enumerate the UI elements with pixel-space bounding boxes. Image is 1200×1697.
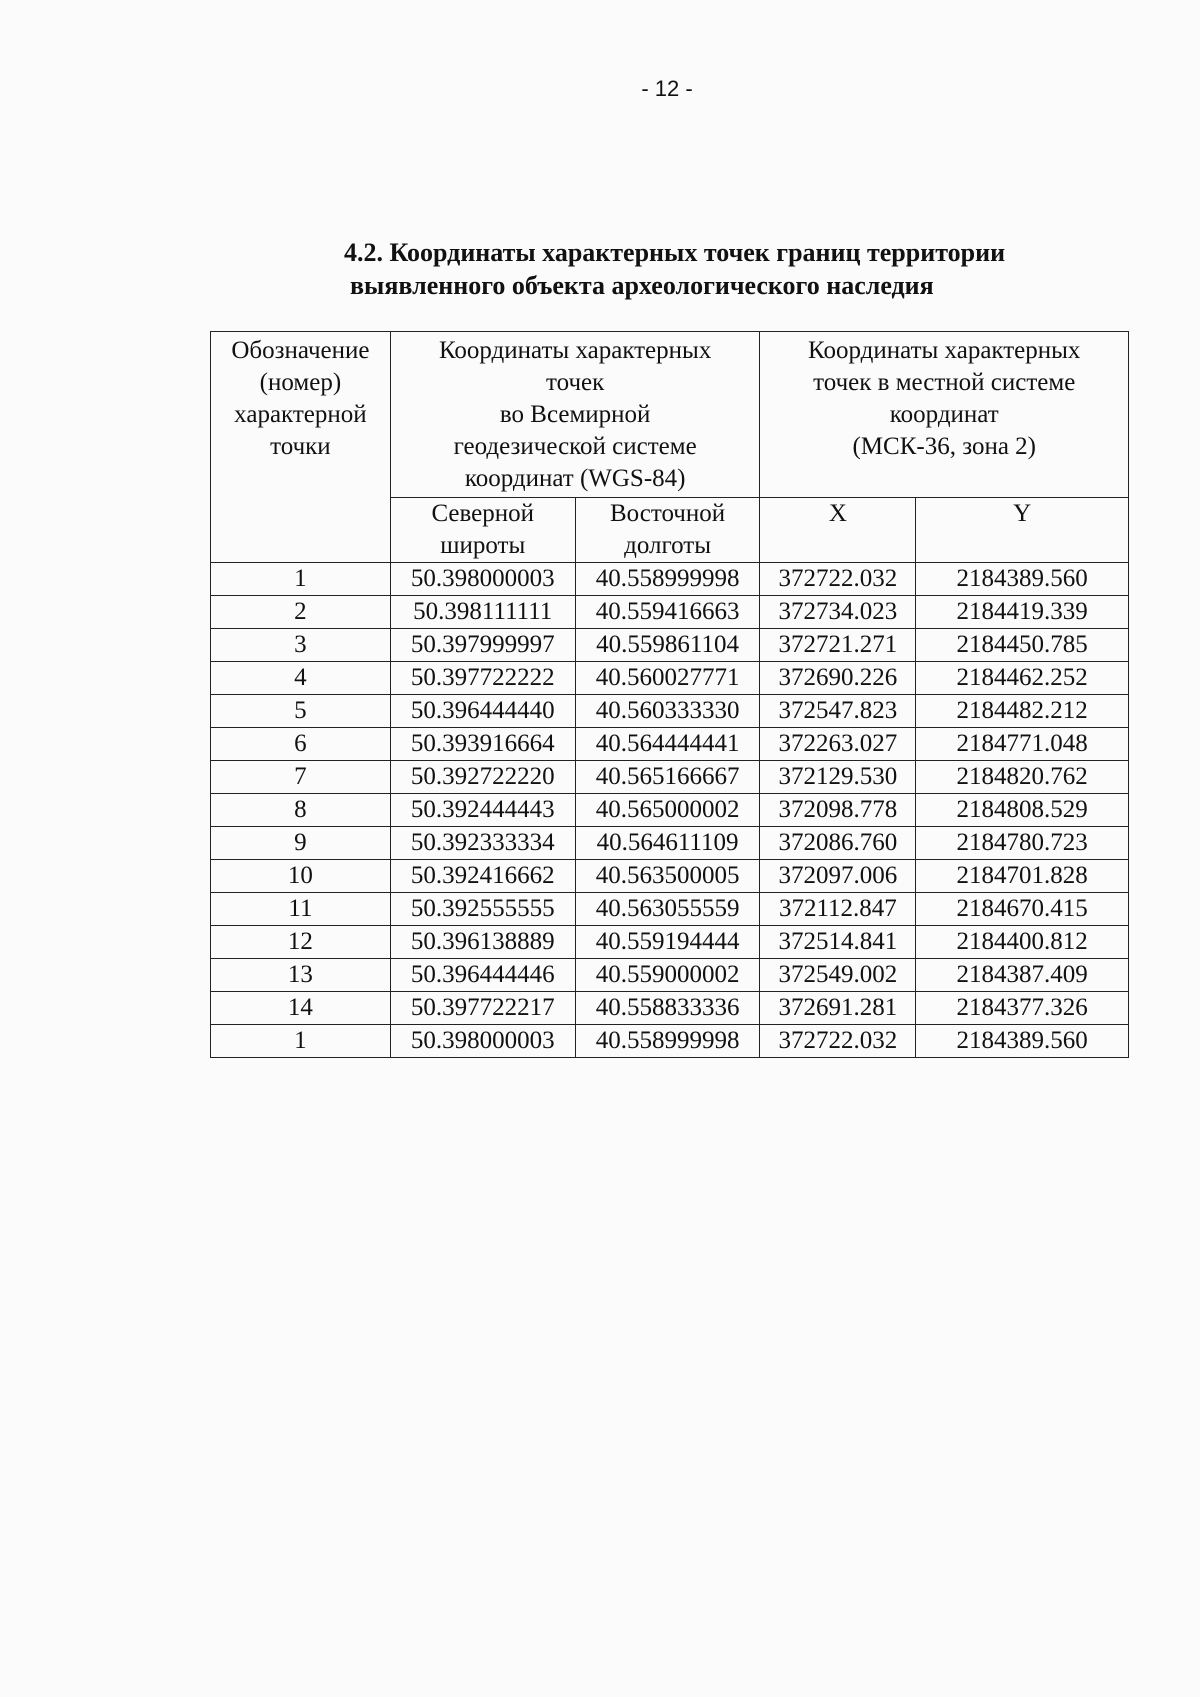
table-body — [211, 563, 1129, 1058]
header-designation: Обозначение (номер) характерной точки — [211, 332, 391, 563]
cell-y: 2184450.785 — [916, 629, 1129, 662]
coordinates-table — [210, 331, 1129, 1058]
cell-x: 372112.847 — [760, 893, 916, 926]
cell-east-longitude: 40.560027771 — [575, 662, 760, 695]
table-row — [211, 959, 1129, 992]
table-row — [211, 1025, 1129, 1058]
table-row — [211, 860, 1129, 893]
header-local-system: Координаты характерных точек в местной системе координат (МСК-36, зона 2) — [760, 332, 1129, 498]
cell-y: 2184400.812 — [916, 926, 1129, 959]
cell-x: 372721.271 — [760, 629, 916, 662]
cell-east-longitude: 40.558833336 — [575, 992, 760, 1025]
cell-point-number: 5 — [211, 695, 391, 728]
cell-north-latitude: 50.392555555 — [390, 893, 575, 926]
cell-y: 2184820.762 — [916, 761, 1129, 794]
section-heading — [344, 236, 1104, 302]
cell-x: 372690.226 — [760, 662, 916, 695]
cell-north-latitude: 50.398000003 — [390, 563, 575, 596]
cell-north-latitude: 50.396444440 — [390, 695, 575, 728]
table-row — [211, 662, 1129, 695]
cell-north-latitude: 50.396138889 — [390, 926, 575, 959]
cell-y: 2184462.252 — [916, 662, 1129, 695]
cell-east-longitude: 40.563055559 — [575, 893, 760, 926]
cell-north-latitude: 50.392416662 — [390, 860, 575, 893]
section-heading-line-2: выявленного объекта археологического наследия — [350, 271, 934, 300]
cell-east-longitude: 40.559194444 — [575, 926, 760, 959]
cell-x: 372514.841 — [760, 926, 916, 959]
table-row — [211, 728, 1129, 761]
cell-point-number: 4 — [211, 662, 391, 695]
cell-north-latitude: 50.396444446 — [390, 959, 575, 992]
header-east-longitude: Восточной долготы — [575, 498, 760, 563]
cell-east-longitude: 40.559000002 — [575, 959, 760, 992]
cell-y: 2184389.560 — [916, 563, 1129, 596]
cell-east-longitude: 40.559861104 — [575, 629, 760, 662]
cell-point-number: 6 — [211, 728, 391, 761]
cell-point-number: 1 — [211, 1025, 391, 1058]
cell-x: 372549.002 — [760, 959, 916, 992]
cell-north-latitude: 50.398111111 — [390, 596, 575, 629]
cell-north-latitude: 50.398000003 — [390, 1025, 575, 1058]
table-row — [211, 629, 1129, 662]
cell-east-longitude: 40.564444441 — [575, 728, 760, 761]
table-row — [211, 827, 1129, 860]
cell-x: 372734.023 — [760, 596, 916, 629]
header-wgs84: Координаты характерных точек во Всемирной геодезической системе координат (WGS-84) — [390, 332, 760, 498]
cell-east-longitude: 40.558999998 — [575, 563, 760, 596]
cell-point-number: 1 — [211, 563, 391, 596]
cell-point-number: 2 — [211, 596, 391, 629]
cell-point-number: 13 — [211, 959, 391, 992]
section-heading-line-1: 4.2. Координаты характерных точек границ территории — [344, 238, 1006, 267]
cell-y: 2184482.212 — [916, 695, 1129, 728]
cell-north-latitude: 50.397722217 — [390, 992, 575, 1025]
cell-north-latitude: 50.392722220 — [390, 761, 575, 794]
cell-east-longitude: 40.558999998 — [575, 1025, 760, 1058]
cell-x: 372086.760 — [760, 827, 916, 860]
cell-y: 2184670.415 — [916, 893, 1129, 926]
cell-y: 2184808.529 — [916, 794, 1129, 827]
cell-point-number: 12 — [211, 926, 391, 959]
table-row — [211, 794, 1129, 827]
cell-east-longitude: 40.559416663 — [575, 596, 760, 629]
cell-x: 372129.530 — [760, 761, 916, 794]
cell-y: 2184419.339 — [916, 596, 1129, 629]
cell-north-latitude: 50.392444443 — [390, 794, 575, 827]
header-north-latitude: Северной широты — [390, 498, 575, 563]
cell-point-number: 9 — [211, 827, 391, 860]
cell-north-latitude: 50.393916664 — [390, 728, 575, 761]
cell-y: 2184780.723 — [916, 827, 1129, 860]
cell-point-number: 8 — [211, 794, 391, 827]
cell-point-number: 3 — [211, 629, 391, 662]
cell-y: 2184771.048 — [916, 728, 1129, 761]
cell-y: 2184701.828 — [916, 860, 1129, 893]
cell-point-number: 10 — [211, 860, 391, 893]
cell-y: 2184389.560 — [916, 1025, 1129, 1058]
cell-east-longitude: 40.565166667 — [575, 761, 760, 794]
table-row — [211, 563, 1129, 596]
cell-y: 2184387.409 — [916, 959, 1129, 992]
cell-east-longitude: 40.563500005 — [575, 860, 760, 893]
cell-x: 372547.823 — [760, 695, 916, 728]
table-row — [211, 596, 1129, 629]
cell-east-longitude: 40.565000002 — [575, 794, 760, 827]
header-y: Y — [916, 498, 1129, 563]
cell-east-longitude: 40.564611109 — [575, 827, 760, 860]
cell-point-number: 11 — [211, 893, 391, 926]
cell-x: 372097.006 — [760, 860, 916, 893]
cell-point-number: 7 — [211, 761, 391, 794]
header-x: X — [760, 498, 916, 563]
cell-x: 372098.778 — [760, 794, 916, 827]
table-row — [211, 926, 1129, 959]
table-row — [211, 893, 1129, 926]
table-row — [211, 695, 1129, 728]
table-row — [211, 992, 1129, 1025]
cell-y: 2184377.326 — [916, 992, 1129, 1025]
cell-x: 372722.032 — [760, 563, 916, 596]
cell-east-longitude: 40.560333330 — [575, 695, 760, 728]
cell-x: 372691.281 — [760, 992, 916, 1025]
cell-north-latitude: 50.397999997 — [390, 629, 575, 662]
cell-point-number: 14 — [211, 992, 391, 1025]
cell-x: 372722.032 — [760, 1025, 916, 1058]
page-number: - 12 - — [641, 76, 693, 101]
table-row — [211, 761, 1129, 794]
cell-x: 372263.027 — [760, 728, 916, 761]
cell-north-latitude: 50.392333334 — [390, 827, 575, 860]
cell-north-latitude: 50.397722222 — [390, 662, 575, 695]
